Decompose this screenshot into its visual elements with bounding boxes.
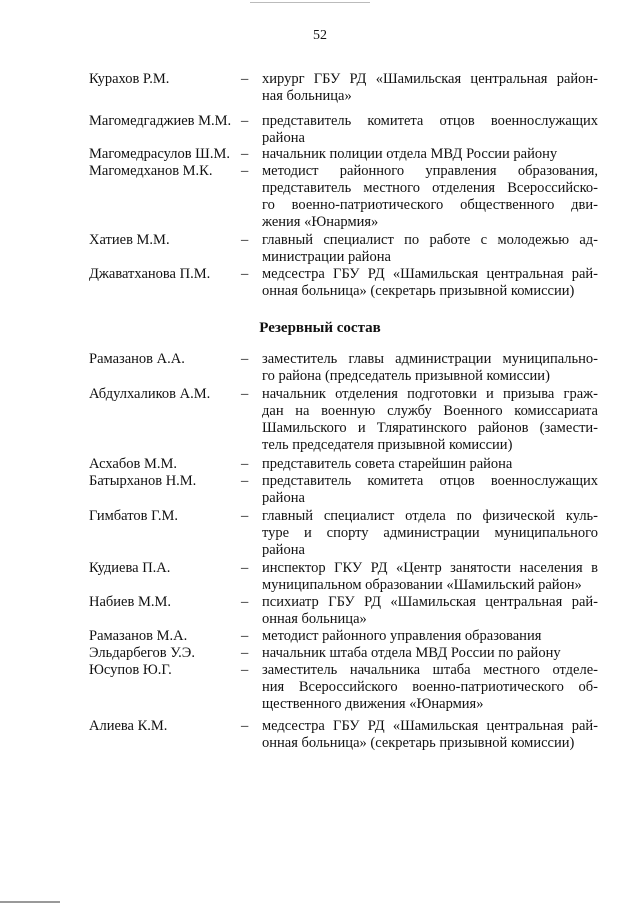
role-line: жения «Юнармия»	[262, 214, 379, 230]
member-role	[262, 146, 598, 163]
member-role	[262, 113, 598, 147]
member-name: Джаватханова П.М.	[89, 266, 211, 282]
role-line: методист районного управления образования,	[262, 163, 598, 179]
member-role	[262, 473, 598, 507]
member-role	[262, 645, 598, 662]
role-line: представитель комитета отцов военнослужащих	[262, 473, 598, 489]
role-line: заместитель начальника штаба местного отделе-	[262, 662, 598, 678]
member-name: Кудиева П.А.	[89, 560, 171, 576]
role-line: начальник отделения подготовки и призыва граж-	[262, 386, 598, 402]
member-name: Гимбатов Г.М.	[89, 508, 178, 524]
role-line: муниципальном образовании «Шамильский район»	[262, 577, 582, 593]
dash-separator: –	[241, 163, 249, 179]
member-role	[262, 594, 598, 628]
role-line: представитель совета старейшин района	[262, 456, 513, 472]
scan-artifact-bottom	[0, 901, 60, 903]
member-role	[262, 71, 598, 105]
member-role	[262, 386, 598, 454]
role-line: заместитель главы администрации муниципально-	[262, 351, 598, 367]
member-name: Хатиев М.М.	[89, 232, 170, 248]
dash-separator: –	[241, 473, 249, 489]
member-name: Рамазанов А.А.	[89, 351, 185, 367]
role-line: тель председателя призывной комиссии)	[262, 437, 513, 453]
role-line: дан на военную службу Военного комиссариата	[262, 403, 598, 419]
role-line: района	[262, 542, 305, 558]
role-line: представитель местного отделения Всероссийско-	[262, 180, 598, 196]
member-name: Рамазанов М.А.	[89, 628, 188, 644]
role-line: ния Всероссийского военно-патриотического об-	[262, 679, 598, 695]
dash-separator: –	[241, 351, 249, 367]
role-line: представитель комитета отцов военнослужащих	[262, 113, 598, 129]
dash-separator: –	[241, 718, 249, 734]
member-name: Абдулхаликов А.М.	[89, 386, 211, 402]
member-name: Асхабов М.М.	[89, 456, 177, 472]
role-line: района	[262, 490, 305, 506]
dash-separator: –	[241, 645, 249, 661]
member-name: Магомедрасулов Ш.М.	[89, 146, 230, 162]
member-name: Алиева К.М.	[89, 718, 168, 734]
member-name: Юсупов Ю.Г.	[89, 662, 172, 678]
role-line: онная больница» (секретарь призывной комиссии)	[262, 735, 575, 751]
member-name: Курахов Р.М.	[89, 71, 170, 87]
role-line: хирург ГБУ РД «Шамильская центральная район-	[262, 71, 598, 87]
role-line: онная больница»	[262, 611, 367, 627]
member-role	[262, 508, 598, 559]
role-line: медсестра ГБУ РД «Шамильская центральная рай-	[262, 718, 598, 734]
member-name: Магомедгаджиев М.М.	[89, 113, 232, 129]
role-line: главный специалист отдела по физической куль-	[262, 508, 598, 524]
role-line: го военно-патриотического общественного дви-	[262, 197, 598, 213]
dash-separator: –	[241, 386, 249, 402]
dash-separator: –	[241, 628, 249, 644]
dash-separator: –	[241, 71, 249, 87]
role-line: министрации района	[262, 249, 391, 265]
dash-separator: –	[241, 508, 249, 524]
dash-separator: –	[241, 146, 249, 162]
member-role	[262, 266, 598, 300]
member-role	[262, 662, 598, 713]
member-role	[262, 718, 598, 752]
role-line: начальник штаба отдела МВД России по району	[262, 645, 561, 661]
dash-separator: –	[241, 232, 249, 248]
dash-separator: –	[241, 560, 249, 576]
page-number: 52	[313, 28, 327, 43]
member-role	[262, 163, 598, 231]
member-name: Батырханов Н.М.	[89, 473, 197, 489]
dash-separator: –	[241, 113, 249, 129]
dash-separator: –	[241, 456, 249, 472]
role-line: го района (председатель призывной комиссии)	[262, 368, 550, 384]
reserve-section-title: Резервный состав	[259, 320, 381, 336]
member-role	[262, 456, 598, 473]
member-role	[262, 351, 598, 385]
member-name: Набиев М.М.	[89, 594, 171, 610]
role-line: туре и спорту администрации муниципального	[262, 525, 598, 541]
role-line: района	[262, 130, 305, 146]
member-role	[262, 628, 598, 645]
role-line: главный специалист по работе с молодежью ад-	[262, 232, 598, 248]
member-name: Эльдарбегов У.Э.	[89, 645, 195, 661]
role-line: начальник полиции отдела МВД России району	[262, 146, 558, 162]
dash-separator: –	[241, 662, 249, 678]
member-name: Магомедханов М.К.	[89, 163, 213, 179]
role-line: медсестра ГБУ РД «Шамильская центральная рай-	[262, 266, 598, 282]
role-line: Шамильского и Тляратинского районов (замести-	[262, 420, 598, 436]
role-line: щественного движения «Юнармия»	[262, 696, 484, 712]
member-role	[262, 232, 598, 266]
role-line: онная больница» (секретарь призывной комиссии)	[262, 283, 575, 299]
role-line: инспектор ГКУ РД «Центр занятости населения в	[262, 560, 598, 576]
role-line: ная больница»	[262, 88, 352, 104]
role-line: методист районного управления образования	[262, 628, 542, 644]
role-line: психиатр ГБУ РД «Шамильская центральная рай-	[262, 594, 598, 610]
dash-separator: –	[241, 266, 249, 282]
member-role	[262, 560, 598, 594]
dash-separator: –	[241, 594, 249, 610]
scan-artifact-top	[250, 2, 370, 3]
